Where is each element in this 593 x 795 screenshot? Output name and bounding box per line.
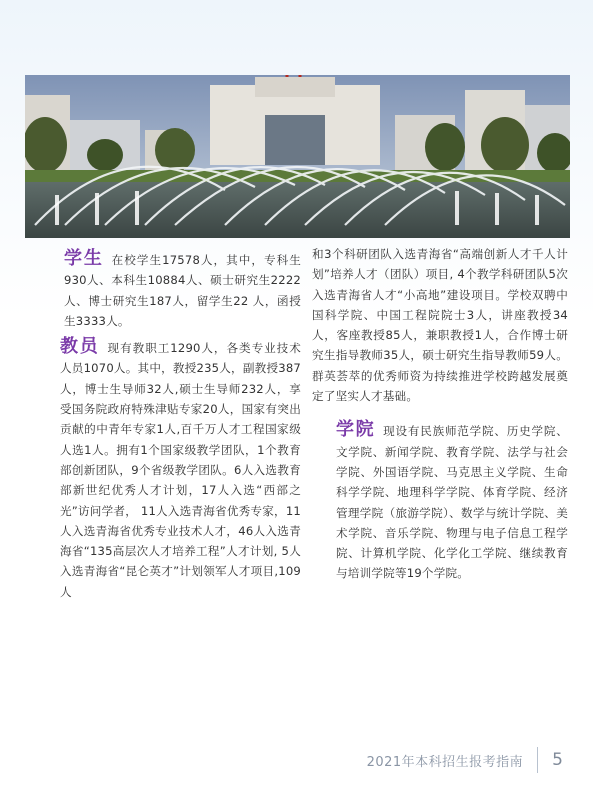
- faculty-heading: 教员: [60, 336, 100, 358]
- college-text: 现设有民族师范学院、历史学院、文学院、新闻学院、教育学院、法学与社会学院、外国语学院、马克思主义学院、生命科学学院、地理科学学院、体育学院、经济管理学院（旅游学院）、数学与统计学院、美术学院、音乐学院、物理与电子信息工程学院、计算机学院、化学化工学院、继续教育与培训学院等19个学院。: [336, 424, 568, 581]
- guide-title: 2021年本科招生报考指南: [366, 754, 524, 770]
- page-number: 5: [552, 750, 563, 770]
- college-heading: 学院: [336, 419, 376, 441]
- page-footer: [367, 745, 563, 775]
- college-section: [312, 420, 568, 583]
- student-heading: 学生: [64, 248, 104, 269]
- campus-fountain-photo: [25, 75, 570, 238]
- student-section: [46, 249, 301, 331]
- faculty-text: 现有教职工1290人，各类专业技术人员1070人。其中，教授235人，副教授387人，博士生导师32人,硕士生导师232人，享受国务院政府特殊津贴专家20人，国家有突出贡献的中青年专家1人,百千万人才工程国家级人选1人。拥有1个国家级教学团队，1个教育部创新团队，9个省级教学团队。6人入选教育部新世纪优秀人才计划，17人入选“西部之光”访问学者， 11人入选青海省优秀专家，11人入选青海省优秀专业技术人才，46人入选青海省“135高层次人才培养工程”人才计划, 5人入选青海省“昆仑英才”计划领军人才项目,109人: [60, 341, 302, 599]
- left-column: [46, 249, 301, 608]
- campus-photo-illustration: [25, 75, 570, 238]
- faculty-section: [46, 337, 301, 602]
- footer-divider: [537, 747, 538, 773]
- right-column: [312, 244, 568, 590]
- faculty-continued-text: 和3个科研团队入选青海省“高端创新人才千人计划”培养人才（团队）项目, 4个教学科研团队5次入选青海省人才“小高地”建设项目。学校双聘中国科学院、中国工程院院士3人，讲座教授34人，客座教授85人，兼职教授1人，合作博士研究生指导教师35人，硕士研究生指导教师59人。群英荟萃的优秀师资为持续推进学校跨越发展奠定了坚实人才基础。: [312, 247, 568, 404]
- faculty-continued: [312, 244, 568, 406]
- student-text: 在校学生17578人，其中，专科生930人、本科生10884人、硕士研究生2222人、博士研究生187人，留学生22 人，函授生3333人。: [64, 253, 301, 328]
